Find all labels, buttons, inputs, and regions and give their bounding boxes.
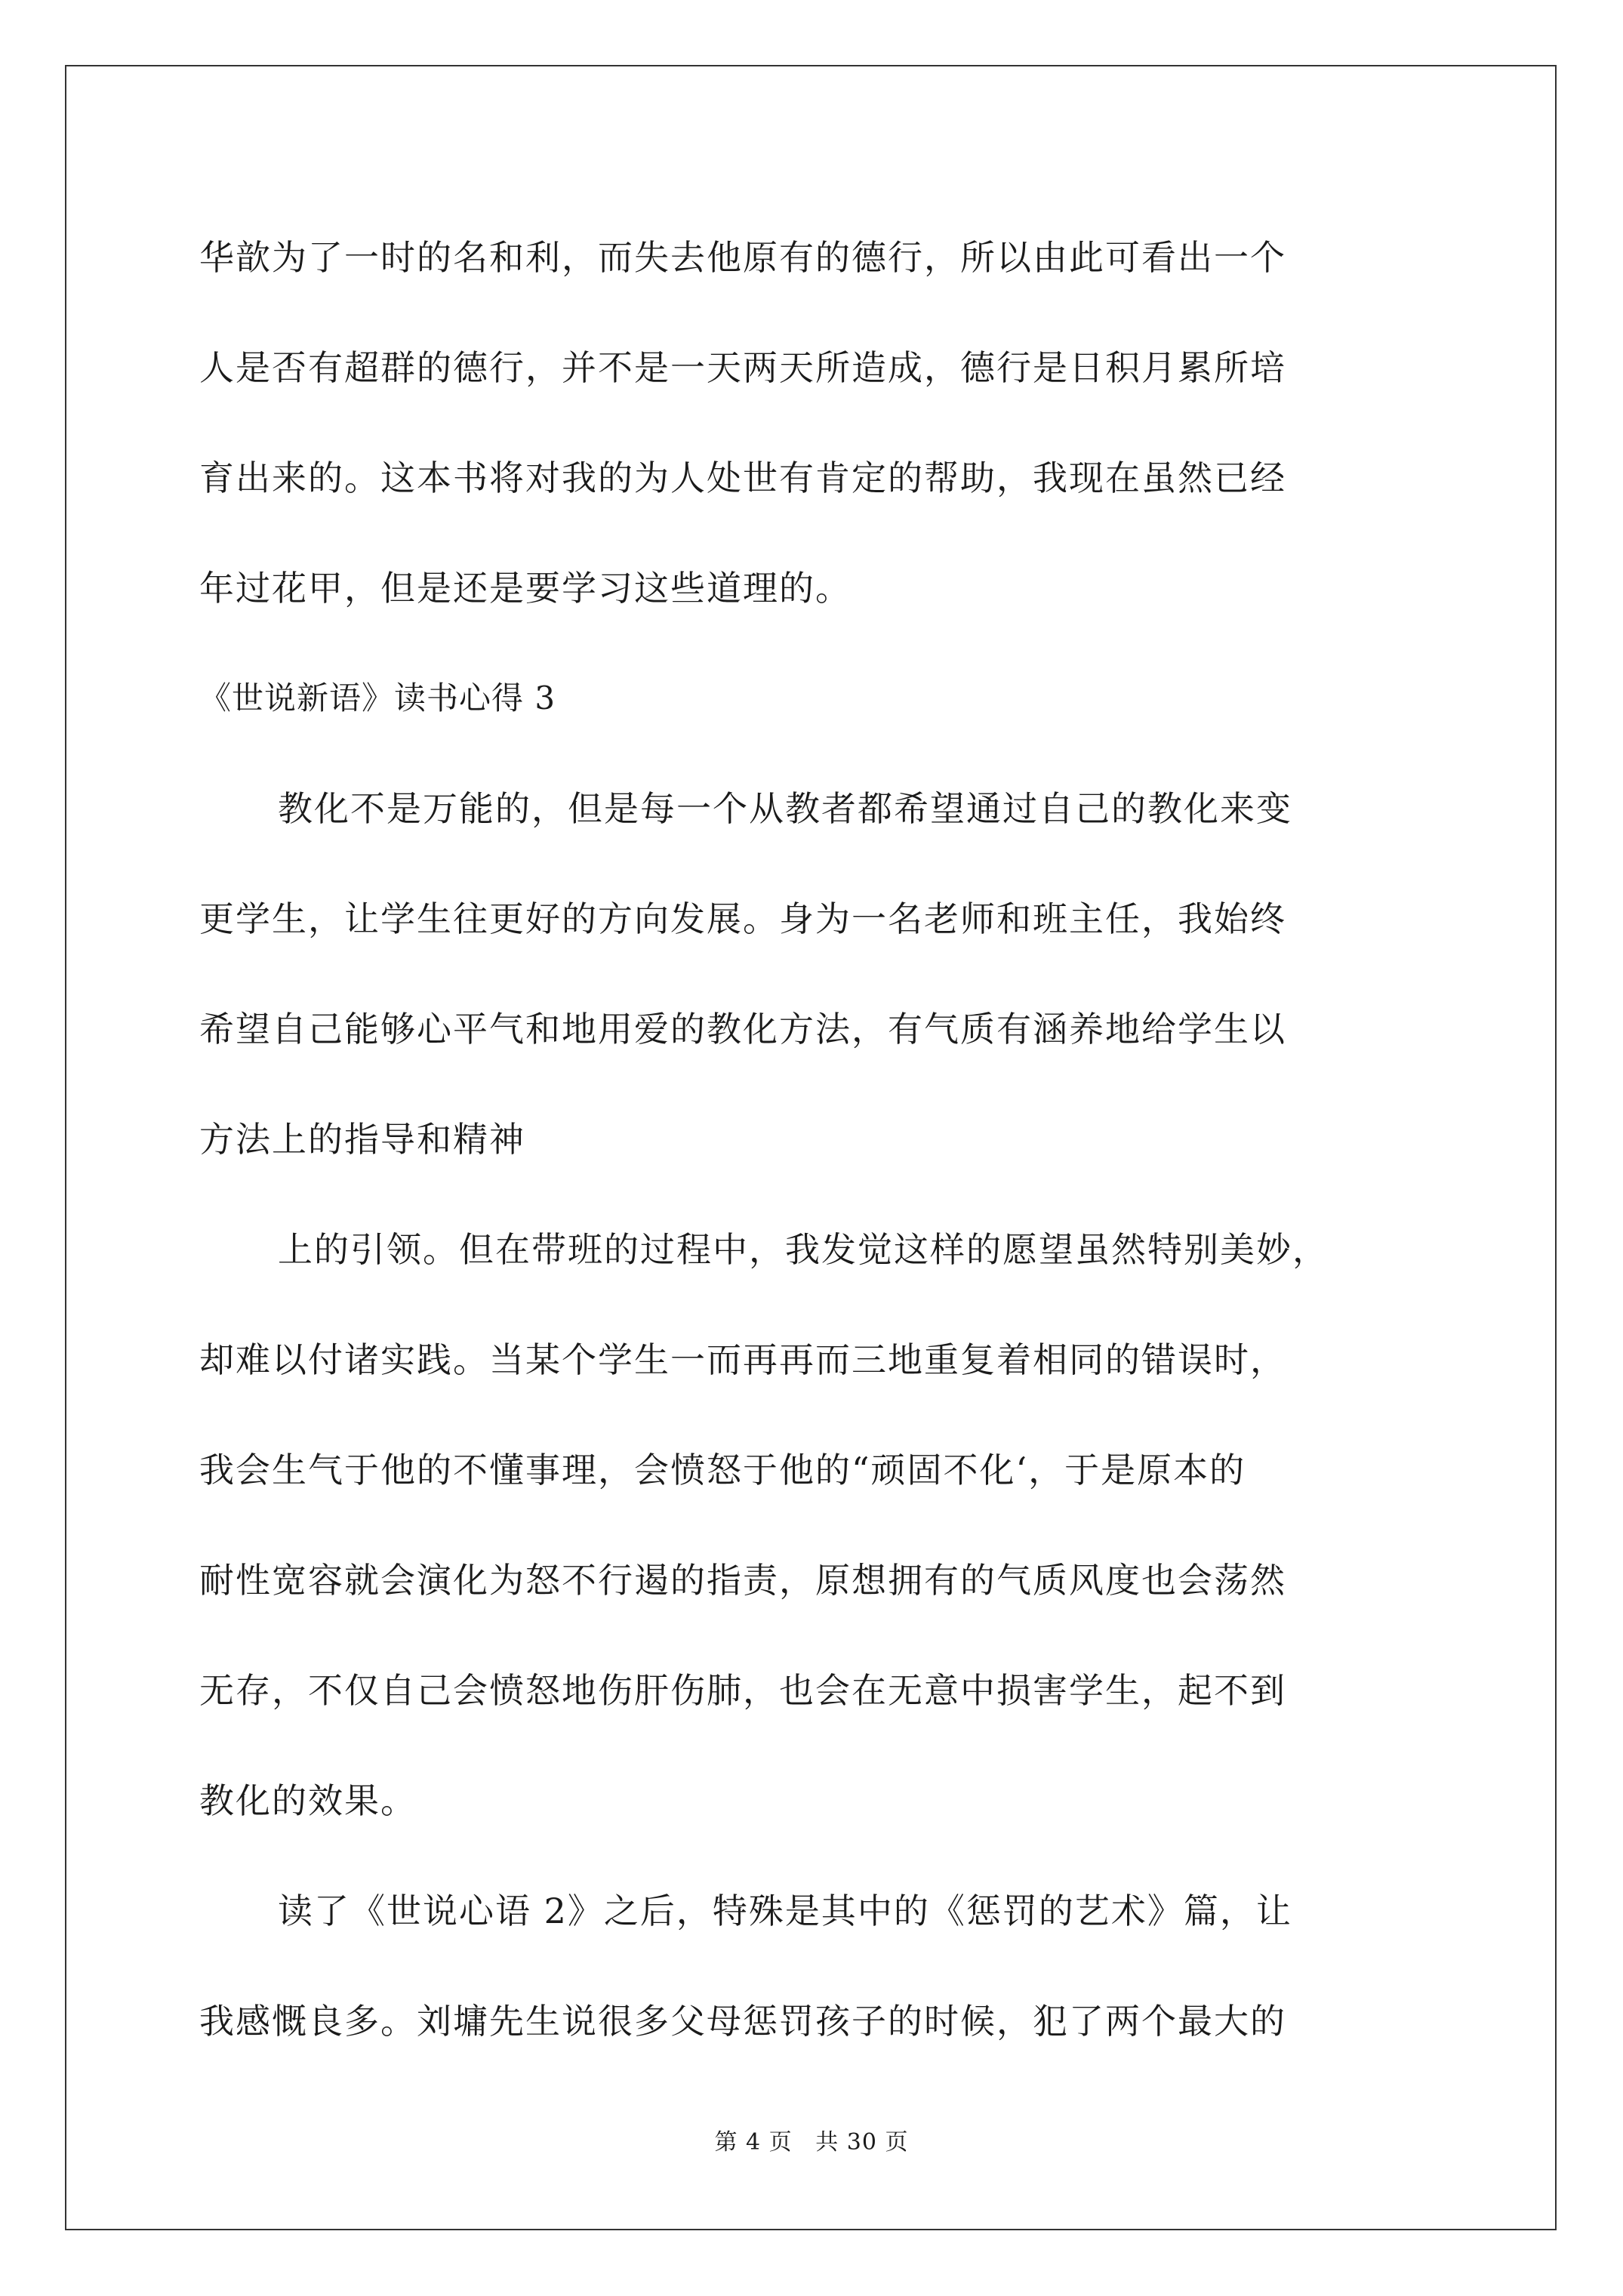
page-total: 共 30 页	[815, 2129, 909, 2156]
text-line: 更学生，让学生往更好的方向发展。身为一名老师和班主任，我始终	[199, 898, 1286, 939]
section-heading: 《世说新语》读书心得 3	[199, 680, 556, 717]
text-line: 教化的效果。	[199, 1780, 417, 1821]
paragraph-first-line: 教化不是万能的，但是每一个从教者都希望通过自己的教化来变	[278, 788, 1292, 829]
text-line: 却难以付诸实践。当某个学生一而再再而三地重复着相同的错误时，	[199, 1339, 1286, 1380]
paragraph-first-line: 上的引领。但在带班的过程中，我发觉这样的愿望虽然特别美妙，	[278, 1229, 1329, 1270]
text-line: 我感慨良多。刘墉先生说很多父母惩罚孩子的时候，犯了两个最大的	[199, 2001, 1286, 2042]
paragraph-first-line: 读了《世说心语 2》之后，特殊是其中的《惩罚的艺术》篇，让	[278, 1891, 1292, 1931]
text-line: 人是否有超群的德行，并不是一天两天所造成，德行是日积月累所培	[199, 347, 1286, 388]
text-line: 育出来的。这本书将对我的为人处世有肯定的帮助，我现在虽然已经	[199, 458, 1286, 498]
text-line: 无存，不仅自己会愤怒地伤肝伤肺，也会在无意中损害学生，起不到	[199, 1670, 1286, 1711]
text-line: 希望自己能够心平气和地用爱的教化方法，有气质有涵养地给学生以	[199, 1009, 1286, 1049]
text-line: 华歆为了一时的名和利，而失去他原有的德行，所以由此可看出一个	[199, 237, 1286, 278]
text-line: 年过花甲，但是还是要学习这些道理的。	[199, 568, 852, 609]
page-footer	[0, 2123, 1623, 2156]
text-line: 我会生气于他的不懂事理，会愤怒于他的“顽固不化‘，于是原本的	[199, 1450, 1246, 1490]
text-line: 耐性宽容就会演化为怒不行遏的指责，原想拥有的气质风度也会荡然	[199, 1560, 1286, 1601]
text-line: 方法上的指导和精神	[199, 1119, 525, 1160]
page-number: 第 4 页	[714, 2129, 793, 2156]
document-body	[199, 202, 1437, 2076]
